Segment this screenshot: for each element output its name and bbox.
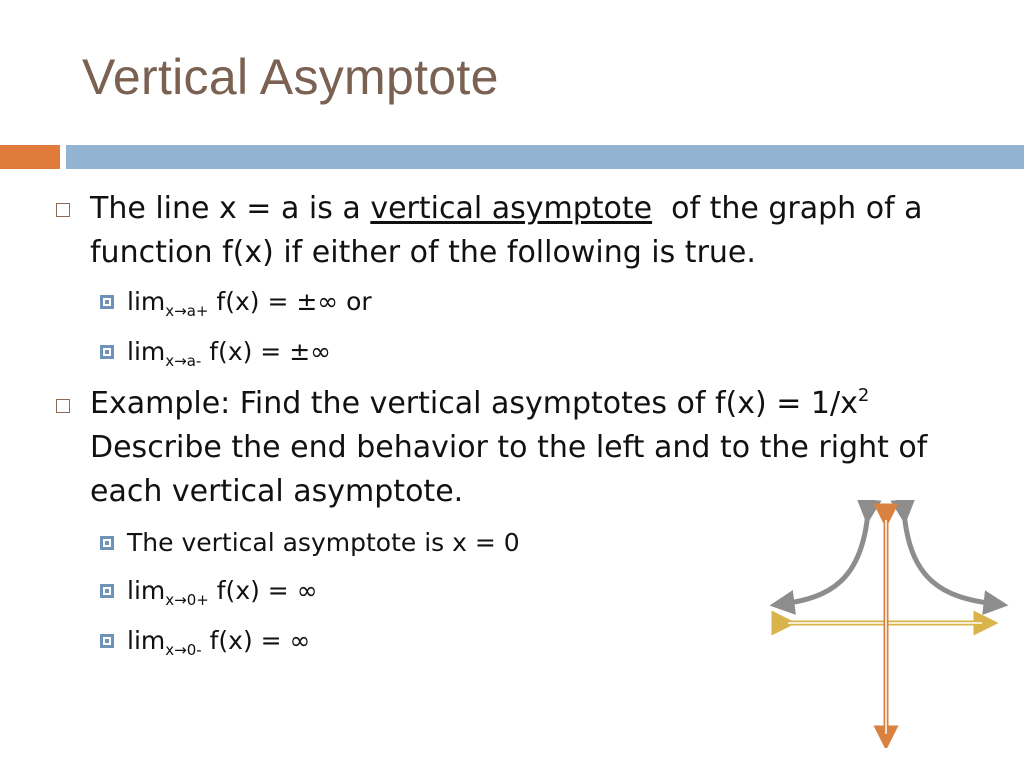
hollow-square-bullet-icon [56,399,70,413]
lim-expression: f(x) = ±∞ [208,287,339,316]
lim-subscript: x→a- [165,352,202,370]
filled-square-bullet-icon [100,345,114,359]
lim-expression: f(x) = ∞ [208,576,318,605]
header-bar [66,145,1024,169]
definition-bullet [90,187,990,275]
limit-a-plus [127,286,372,318]
limit-a-minus [127,336,331,368]
example-bullet [90,382,970,514]
definition-text-post: of the graph of a function f(x) if either of the following is true. [90,191,933,270]
filled-square-bullet-icon [100,536,114,550]
slide-title: Vertical Asymptote [82,49,499,105]
lim-label: lim [127,576,166,605]
filled-square-bullet-icon [100,634,114,648]
filled-square-bullet-icon [100,295,114,309]
lim-expression: f(x) = ±∞ [201,337,331,366]
lim-subscript: x→a+ [165,302,209,320]
limit-zero-plus [127,575,318,607]
lim-subscript: x→0+ [165,591,209,609]
filled-square-bullet-icon [100,584,114,598]
lim-or: or [338,287,372,316]
asymptote-answer: The vertical asymptote is x = 0 [127,528,520,557]
lim-label: lim [127,626,166,655]
reciprocal-square-graph [770,500,1020,748]
left-curve [782,512,868,604]
hollow-square-bullet-icon [56,203,70,217]
lim-expression: f(x) = ∞ [201,626,311,655]
example-text-post: Describe the end behavior to the left and to the right of each vertical asymptote. [90,430,928,509]
lim-label: lim [127,287,166,316]
lim-label: lim [127,337,166,366]
definition-term: vertical asymptote [370,191,653,226]
right-curve [904,512,996,604]
example-exponent: 2 [857,385,870,406]
limit-zero-minus [127,625,310,657]
lim-subscript: x→0- [165,641,202,659]
accent-bar [0,145,60,169]
definition-text-pre: The line x = a is a [90,191,371,226]
example-text-pre: Example: Find the vertical asymptotes of f(x) = 1/x [90,386,858,421]
